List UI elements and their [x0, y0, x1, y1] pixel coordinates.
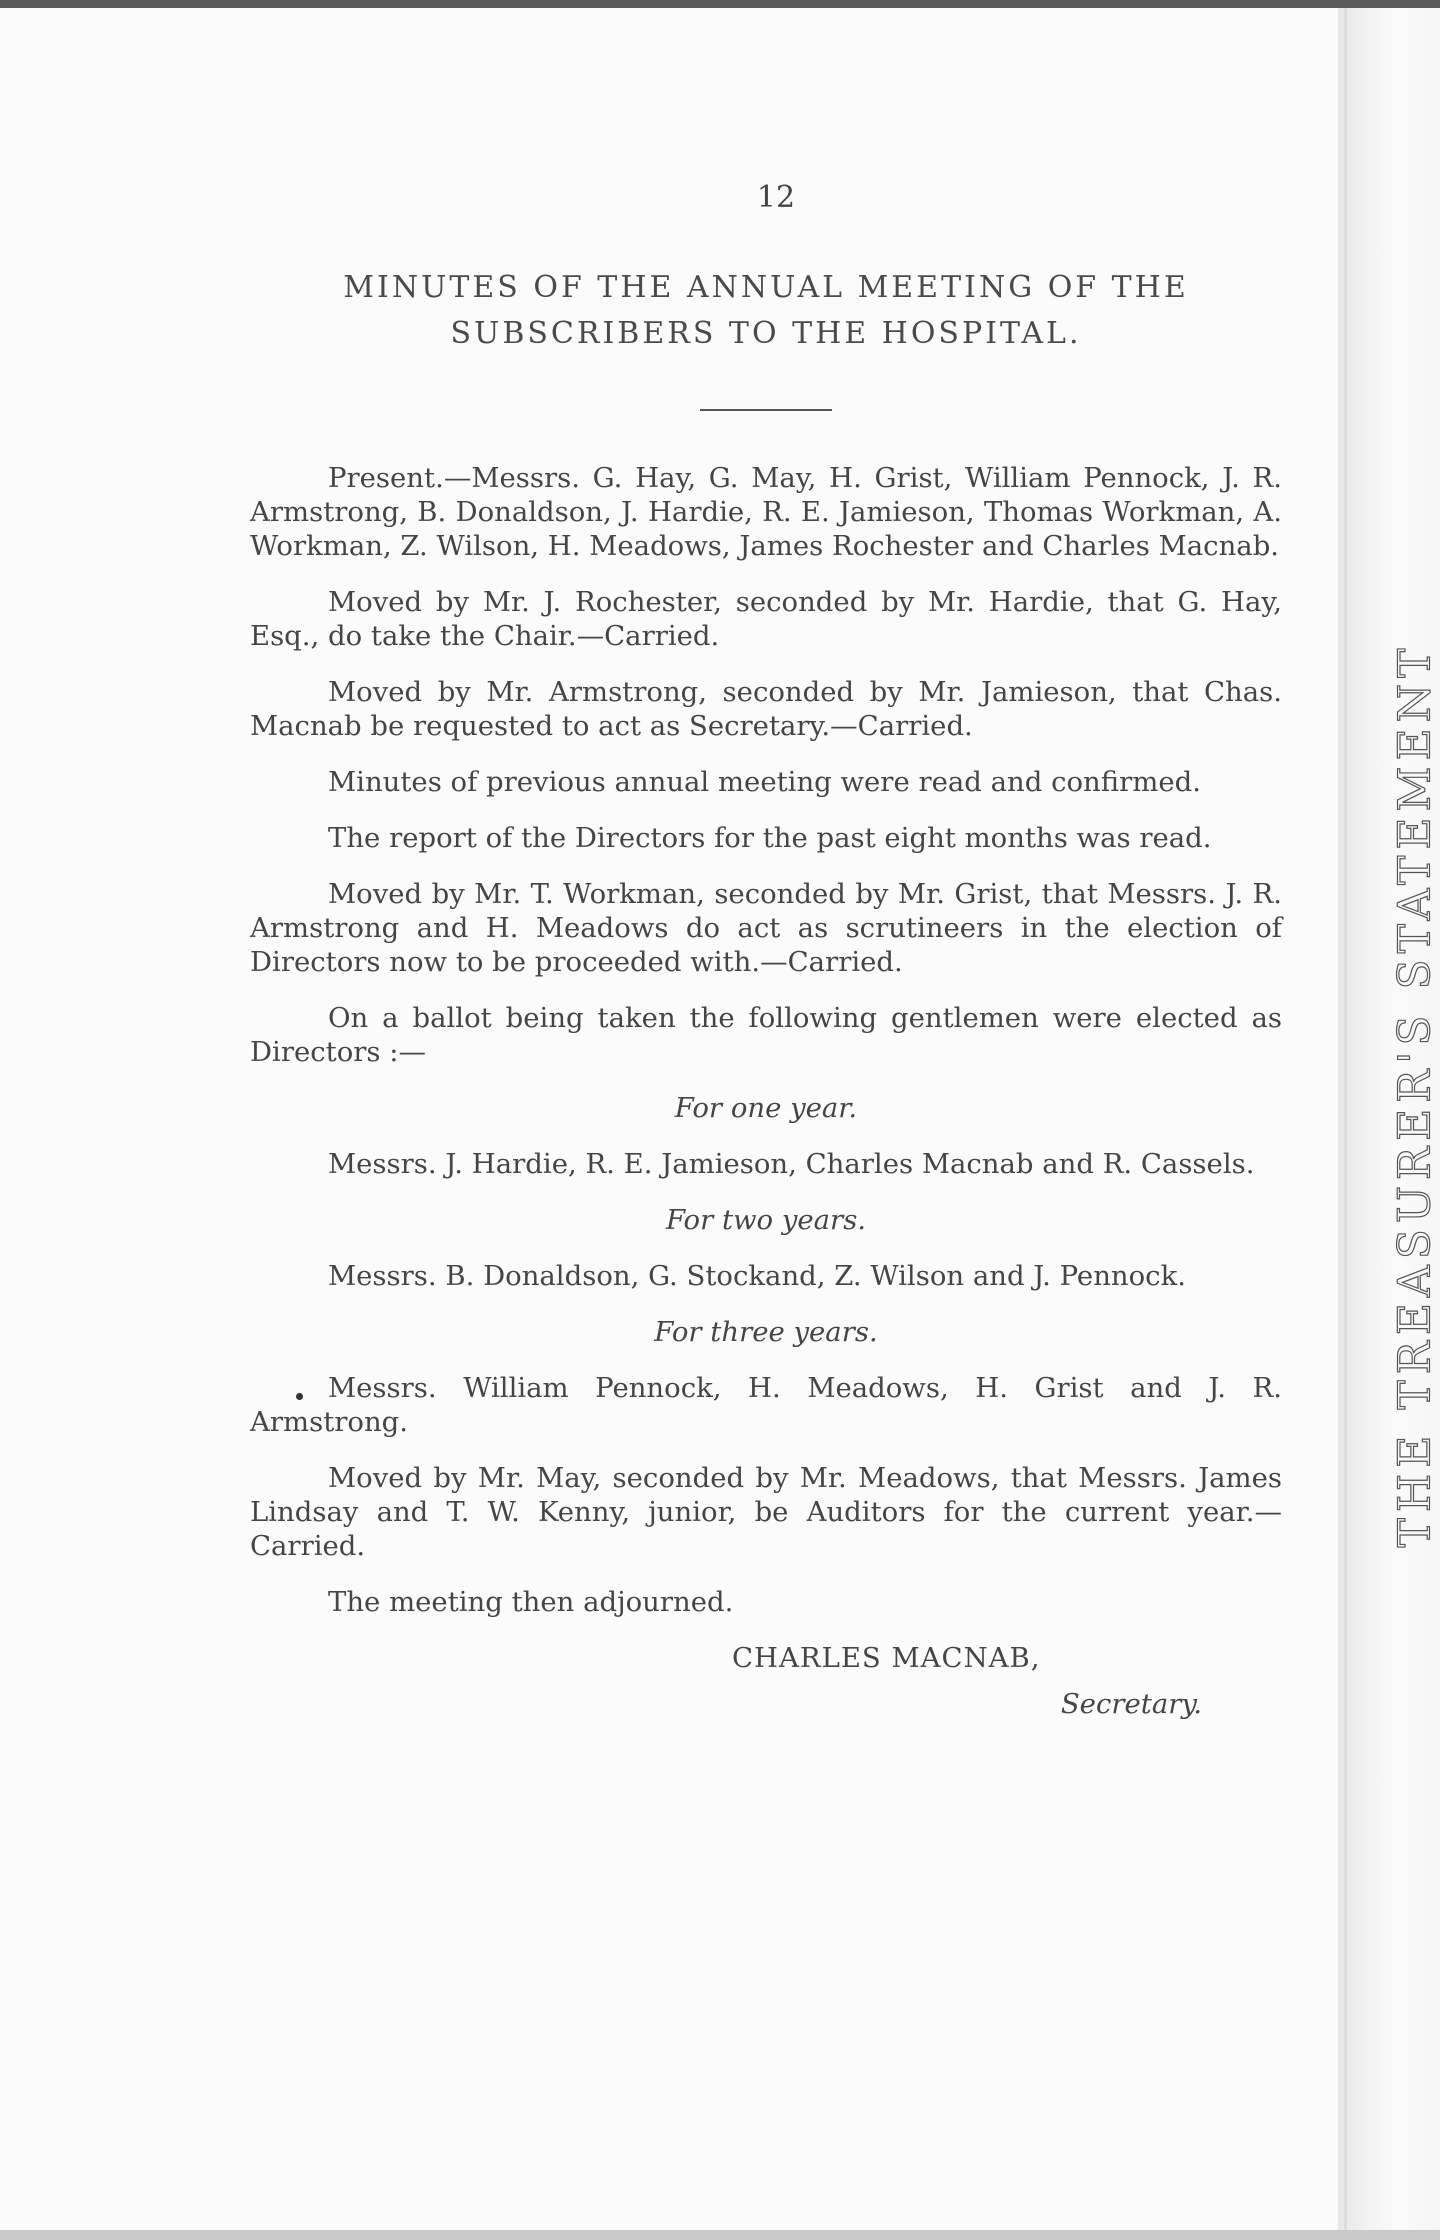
auditors-paragraph: Moved by Mr. May, seconded by Mr. Meadows, that Messrs. James Lindsay and T. W. Kenny, junior, be Auditors for the current year.—Carried.: [250, 1462, 1282, 1562]
page-number: 12: [756, 180, 796, 215]
scan-bottom-edge: [0, 2230, 1440, 2240]
page-title: [250, 265, 1282, 357]
gutter-line: [1344, 8, 1347, 2230]
title-line-2: SUBSCRIBERS TO THE HOSPITAL.: [450, 316, 1082, 351]
signature-role: Secretary.: [1060, 1688, 1202, 1720]
title-rule: [700, 409, 832, 411]
ink-dot: [296, 1393, 303, 1400]
minutes-paragraph: Minutes of previous annual meeting were read and confirmed.: [328, 766, 1201, 798]
three-years-paragraph: Messrs. William Pennock, H. Meadows, H. Grist and J. R. Armstrong.: [250, 1372, 1282, 1438]
one-year-paragraph: Messrs. J. Hardie, R. E. Jamieson, Charles Macnab and R. Cassels.: [328, 1148, 1255, 1180]
one-year-heading: For one year.: [674, 1092, 858, 1124]
chair-paragraph: Moved by Mr. J. Rochester, seconded by Mr. Hardie, that G. Hay, Esq., do take the Chair.—Carried.: [250, 586, 1282, 652]
secretary-paragraph: Moved by Mr. Armstrong, seconded by Mr. Jamieson, that Chas. Macnab be requested to act as Secretary.—Carried.: [250, 676, 1282, 742]
two-years-paragraph: Messrs. B. Donaldson, G. Stockand, Z. Wilson and J. Pennock.: [328, 1260, 1186, 1292]
scan-top-edge: [0, 0, 1440, 8]
two-years-heading: For two years.: [665, 1204, 867, 1236]
side-title: THE TREASURER'S STATEMENT: [1389, 642, 1440, 1548]
scrutineers-paragraph: Moved by Mr. T. Workman, seconded by Mr. Grist, that Messrs. J. R. Armstrong and H. Meadows do act as scrutineers in the election of Directors now to be proceeded with.—Carried.: [250, 878, 1282, 978]
signature-name: CHARLES MACNAB,: [732, 1642, 1041, 1674]
three-years-heading: For three years.: [654, 1316, 878, 1348]
page-content: [250, 180, 1282, 1743]
ballot-paragraph: On a ballot being taken the following gentlemen were elected as Directors :—: [250, 1002, 1282, 1068]
present-paragraph: Present.—Messrs. G. Hay, G. May, H. Grist, William Pennock, J. R. Armstrong, B. Donaldson, J. Hardie, R. E. Jamieson, Thomas Workman, A. Workman, Z. Wilson, H. Meadows, James Rochester and Charles Macnab.: [250, 462, 1282, 562]
adjourned-paragraph: The meeting then adjourned.: [328, 1586, 734, 1618]
report-paragraph: The report of the Directors for the past eight months was read.: [328, 822, 1212, 854]
title-line-1: MINUTES OF THE ANNUAL MEETING OF THE: [343, 270, 1189, 305]
